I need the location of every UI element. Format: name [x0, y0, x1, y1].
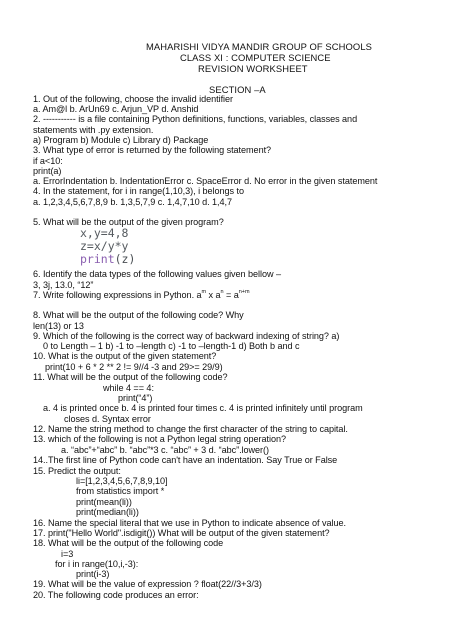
question-5: 5. What will be the output of the given program?	[33, 217, 224, 227]
question-17: 17. print("Hello World".isdigit()) What will be output of the given statement?	[33, 528, 330, 538]
question-1-options: a. Am@l b. ArUn69 c. Arjun_VP d. Anshid	[33, 104, 199, 114]
question-15-code-line-4: print(median(li))	[76, 507, 139, 517]
question-15-code-line-3: print(mean(li))	[76, 497, 132, 507]
question-19: 19. What will be the value of expression ? float(22//3+3/3)	[33, 579, 262, 589]
question-11: 11. What will be the output of the following code?	[33, 372, 228, 382]
school-name: MAHARISHI VIDYA MANDIR GROUP OF SCHOOLS	[146, 41, 372, 52]
question-14: 14..The first line of Python code can't have an indentation. Say True or False	[33, 455, 338, 465]
question-15-code-line-2: from statistics import *	[76, 486, 165, 496]
question-18: 18. What will be the output of the following code	[33, 538, 224, 548]
question-16: 16. Name the special literal that we use in Python to indicate absence of value.	[33, 518, 346, 528]
exponent-n: n	[220, 288, 224, 295]
question-10: 10. What is the output of the given statement?	[33, 351, 217, 361]
question-11-code-line-2: print(“4”)	[118, 393, 153, 403]
question-1: 1. Out of the following, choose the invalid identifier	[33, 94, 234, 104]
question-7-text: 7. Write following expressions in Python. a	[33, 290, 202, 300]
question-5-code-line-3	[80, 253, 135, 267]
exponent-m: m	[201, 288, 207, 295]
question-7-text-2: x a	[206, 290, 221, 300]
question-18-code-line-1: i=3	[61, 549, 74, 559]
question-12: 12. Name the string method to change the first character of the string to capital.	[33, 424, 348, 434]
question-3-code-line-2: print(a)	[33, 166, 62, 176]
question-9-options: 0 to Length – 1 b) -1 to –length c) -1 to –length-1 d) Both b and c	[43, 341, 300, 351]
question-13: 13. which of the following is not a Python legal string operation?	[33, 434, 286, 444]
question-9: 9. Which of the following is the correct way of backward indexing of string? a)	[33, 331, 340, 341]
question-8: 8. What will be the output of the following code? Why	[33, 310, 244, 320]
question-3-code-line-1: if a<10:	[33, 156, 63, 166]
question-11-options-2: closes d. Syntax error	[64, 414, 151, 424]
question-6-values: 3, 3j, 13.0, “12”	[33, 280, 94, 290]
exponent-n-plus-m: n+m	[238, 288, 250, 295]
question-5-code-line-1: x,y=4,8	[80, 226, 129, 240]
question-20: 20. The following code produces an error:	[33, 590, 199, 600]
question-3: 3. What type of error is returned by the following statement?	[33, 145, 272, 155]
question-3-options: a. ErrorIndentation b. IndentationError c. SpaceError d. No error in the given statement	[33, 176, 378, 186]
question-8-code: len(13) or 13	[33, 321, 84, 331]
print-argument: (z)	[114, 252, 136, 266]
print-keyword: print	[80, 252, 115, 266]
question-11-code-line-1: while 4 == 4:	[103, 383, 154, 393]
question-2: 2. ----------- is a file containing Python definitions, functions, variables, classes and	[33, 114, 358, 124]
question-15-code-line-1: li=[1,2,3,4,5,6,7,8,9,10]	[76, 476, 168, 486]
question-7-text-3: = a	[223, 290, 239, 300]
question-7	[33, 290, 250, 301]
worksheet-title: REVISION WORKSHEET	[198, 63, 308, 74]
class-title: CLASS XI : COMPUTER SCIENCE	[180, 52, 331, 63]
section-heading: SECTION –A	[209, 84, 266, 95]
question-15: 15. Predict the output:	[33, 466, 121, 476]
question-18-code-line-2: for i in range(10,i,-3):	[55, 559, 139, 569]
question-4-options: a. 1,2,3,4,5,6,7,8,9 b. 1,3,5,7,9 c. 1,4,7,10 d. 1,4,7	[33, 197, 233, 207]
question-2-continued: statements with .py extension.	[33, 125, 154, 135]
question-10-code: print(10 + 6 * 2 ** 2 != 9//4 -3 and 29>= 29/9)	[45, 362, 223, 372]
question-6: 6. Identify the data types of the following values given bellow –	[33, 269, 281, 279]
question-4: 4. In the statement, for i in range(1,10,3), i belongs to	[33, 186, 244, 196]
question-18-code-line-3: print(i-3)	[76, 569, 110, 579]
question-13-options: a. “abc”+“abc” b. “abc”*3 c. “abc” + 3 d. “abc”.lower()	[61, 445, 269, 455]
question-5-code-line-2: z=x/y*y	[80, 239, 129, 253]
question-11-options-1: a. 4 is printed once b. 4 is printed four times c. 4 is printed infinitely until program	[43, 403, 363, 413]
question-2-options: a) Program b) Module c) Library d) Package	[33, 135, 209, 145]
